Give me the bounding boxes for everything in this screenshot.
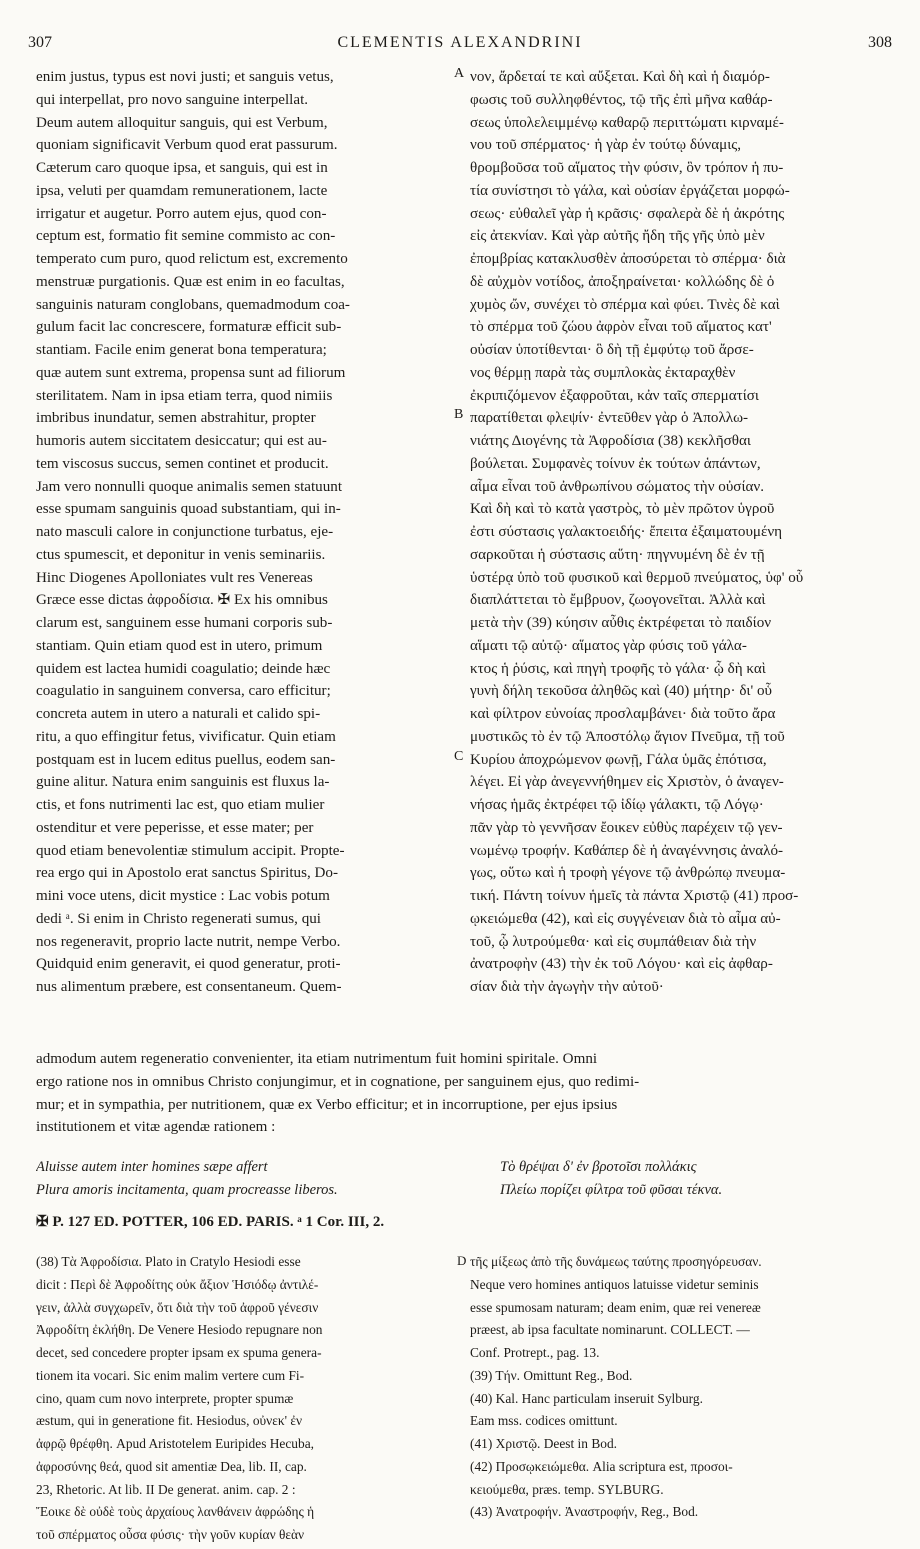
footnote-line: 23, Rhetoric. At lib. II De generat. anim. cap. 2 : [36,1481,296,1497]
latin-text-line: stantiam. Facile enim generat bona temperatura; [36,342,327,358]
footnote-line: ἀφροσύνης θεά, quod sit amentiæ Dea, lib. II, cap. [36,1458,307,1474]
greek-text-line: τοῦ, ᾧ λυτρούμεθα· καὶ εἰς συμπάθειαν διὰ τὴν [470,933,757,950]
greek-text-line: λέγει. Εἰ γὰρ ἀνεγεννήθημεν εἰς Χριστὸν, ὁ ἀναγεν- [470,774,784,791]
footnote-line: (38) Τὰ Ἀφροδίσια. Plato in Cratylo Hesiodi esse [36,1254,301,1269]
full-text-line: institutionem et vitæ agendæ rationem : [36,1119,276,1136]
latin-text-line: menstruæ purgationis. Quæ est enim in eo facultas, [36,273,345,290]
footnote-line: tionem ita vocari. Sic enim malim vertere cum Fi- [36,1367,305,1383]
latin-text-line: Quidquid enim generavit, ei quod generatur, proti- [36,956,341,973]
latin-text-line: irrigatur et augetur. Porro autem ejus, quod con- [36,205,327,222]
footnote-line: Conf. Protrept., pag. 13. [470,1345,600,1360]
greek-text-line: ῳκειώμεθα (42), καὶ εἰς συγγένειαν διὰ τὸ αἷμα αὐ- [470,910,781,927]
footnote-line: (41) Χριστῷ. Deest in Bod. [470,1436,617,1451]
latin-text-line: stantiam. Quin etiam quod est in utero, primum [36,637,323,654]
footnote-line: τῆς μίξεως ἀπὸ τῆς δυνάμεως ταύτης προσηγόρευσαν. [470,1254,762,1269]
footnote-line: Eam mss. codices omittunt. [470,1413,618,1429]
greek-text-line: ἐκριπιζόμενον ἐξαφροῦται, κἀν ταῖς σπερματίσι [470,387,759,404]
latin-text-line: Deum autem alloquitur sanguis, qui est Verbum, [36,114,328,131]
footnotes-right [470,1253,900,1526]
footnote-line: decet, sed concedere propter ipsam ex spuma genera- [36,1345,322,1360]
marker-c: C [454,749,464,764]
greek-text-line: νος θέρμῃ παρὰ τὰς συμπλοκὰς ἐκταραχθὲν [470,364,736,381]
full-width-text [36,1048,898,1139]
latin-text-line: rea ergo qui in Apostolo erat sanctus Spiritus, Do- [36,865,338,882]
full-text-line: admodum autem regeneratio convenienter, ita etiam nutrimentum fuit homini spiritale. Omni [36,1051,598,1067]
latin-text-line: imbribus inundatur, semen abstrahitur, propter [36,410,316,427]
marker-a: A [454,66,465,81]
greek-text-line: σαρκοῦται ἡ σύστασις αὕτη· πηγνυμένη δὲ ἐν τῇ [470,546,765,563]
latin-text-line: Jam vero nonnulli quoque animalis semen statuunt [36,478,343,495]
latin-text-line: gulum facit lac concrescere, formaturæ efficit sub- [36,319,342,336]
greek-text-line: εἰς ἀτεκνίαν. Καὶ γὰρ αὐτῆς ἤδη τῆς γῆς ὑπὸ μὲν [470,228,765,245]
greek-text-line: διαπλάττεται τὸ ἔμβρυον, ζωογονεῖται. Ἀλλὰ καὶ [470,592,766,609]
latin-text-line: tem viscosus succus, semen continet et producit. [36,455,329,472]
marker-b: B [454,407,464,422]
greek-verse [500,1158,900,1204]
verse-line: Πλείω πορίζει φίλτρα τοῦ φῦσαι τέκνα. [500,1181,723,1198]
latin-text-line: sterilitatem. Nam in ipsa etiam terra, quod nimiis [36,387,333,404]
footnote-line: dicit : Περὶ δὲ Ἀφροδίτης οὐκ ἄξιον Ἡσιόδῳ ἀντιλέ- [36,1276,319,1292]
greek-column [470,66,898,999]
greek-text-line: Καὶ δὴ καὶ τὸ κατὰ γαστρὸς, τὸ μὲν πρῶτον ὑγροῦ [470,501,775,518]
greek-text-line: τὸ σπέρμα τοῦ ζώου ἀφρὸν εἶναι τοῦ αἵματος κατ' [470,319,772,336]
full-text-line: ergo ratione nos in omnibus Christo conjungimur, et in cognatione, per sanguinem ejus, quo redimi- [36,1073,640,1090]
latin-text-line: nato masculi calore in conjunctione turbatus, eje- [36,524,334,540]
greek-text-line: σίαν διὰ τὴν ἀγωγὴν τὴν αὐτοῦ· [470,979,664,995]
latin-text-line: postquam est in lucem editus puellus, eodem san- [36,751,336,768]
greek-text-line: ἐπομβρίας κατακλυσθὲν ἀποσύρεται τὸ σπέρμα· διὰ [470,251,786,267]
latin-column [36,66,454,999]
greek-text-line: γυνὴ δήλη τεκοῦσα ἀληθῶς καὶ (40) μήτηρ· δι' οὗ [470,683,773,700]
latin-text-line: temperato cum puro, quod relictum est, excremento [36,251,348,267]
greek-text-line: ἀνατροφὴν (43) τὴν ἐκ τοῦ Λόγου· καὶ εἰς ἀφθαρ- [470,956,773,973]
latin-text-line: ctis, et fons nutrimenti lac est, quo etiam mulier [36,797,325,813]
greek-text-line: παρατίθεται φλεψίν· ἐντεῦθεν γὰρ ὁ Ἀπολλω- [470,410,749,427]
greek-text-line: νου τοῦ σπέρματος· ἡ γὰρ ἐν τούτῳ δύναμις, [470,137,742,154]
greek-text-line: πᾶν γὰρ τὸ γεννῆσαν ἔοικεν εὐθὺς παρέχειν τῷ γεν- [470,819,783,836]
latin-text-line: nos regeneravit, proprio lacte nutrit, nempe Verbo. [36,933,341,950]
latin-text-line: humoris autem siccitatem desiccatur; qui est au- [36,433,327,449]
greek-text-line: ὑστέρᾳ ὑπὸ τοῦ φυσικοῦ καὶ θερμοῦ πνεύματος, ὑφ' οὗ [470,569,804,586]
greek-text-line: σεως· εὐθαλεῖ γὰρ ἡ κρᾶσις· σφαλερὰ δὲ ἡ ἀκρότης [470,205,785,222]
greek-text-line: χυμὸς ὤν, συνέχει τὸ σπέρμα καὶ φύει. Τινὲς δὲ καὶ [470,296,780,313]
latin-text-line: quidem est lactea humidi coagulatio; deinde hæc [36,660,331,677]
greek-text-line: οὐσίαν ὑποτίθενται· ὃ δὴ τῇ ἐμφύτῳ τοῦ ἄρσε- [470,342,754,358]
greek-text-line: θρομβοῦσα τοῦ αἵματος τὴν φύσιν, ὃν τρόπον ἡ πυ- [470,160,784,176]
left-page-number: 307 [28,34,52,51]
latin-text-line: enim justus, typus est novi justi; et sanguis vetus, [36,69,334,85]
greek-text-line: Κυρίου ἀποχρώμενον φωνῇ, Γάλα ὑμᾶς ἐπότισα, [470,751,767,768]
greek-text-line: μετὰ τὴν (39) κύησιν αὖθις ἐκτρέφεται τὸ παιδίον [470,615,772,631]
footnotes-left [36,1253,452,1549]
greek-text-line: ἐστι σύστασις γαλακτοειδής· ἔπειτα ἐξαιματουμένη [470,524,783,540]
greek-text-line: γως, οὕτω καὶ ἡ τροφὴ γέγονε τῷ ἀνθρώπῳ πνευμα- [470,865,786,882]
right-page-number: 308 [868,34,892,51]
footnote-line: τοῦ σπέρματος οὖσα φύσις· τὴν γοῦν κυρίαν θεὰν [36,1527,305,1542]
latin-text-line: clarum est, sanguinem esse humani corporis sub- [36,615,333,631]
latin-text-line: ipsa, veluti per quamdam remunerationem, lacte [36,182,328,199]
greek-text-line: αἵματι τῷ αὐτῷ· αἵματος γὰρ φύσις τοῦ γάλα- [470,637,747,654]
latin-text-line: ctus spumescit, et deponitur in venis seminariis. [36,546,326,563]
latin-text-line: ritu, a quo effingitur fetus, vivificatur. Quin etiam [36,728,336,745]
footnote-line: æstum, qui in generatione fit. Hesiodus, οὐνεκ' ἐν [36,1413,303,1429]
full-text-line: mur; et in sympathia, per nutritionem, quæ ex Verbo efficitur; et in incorruptione, per ejus ipsius [36,1096,618,1113]
greek-text-line: φωσις τοῦ συλληφθέντος, τῷ τῆς ἐπὶ μῆνα καθάρ- [470,91,773,108]
verse-line: Aluisse autem inter homines sæpe affert [36,1159,268,1175]
greek-text-line: βούλεται. Συμφανὲς τοίνυν ἐκ τούτων ἁπάντων, [470,455,761,472]
running-title: CLEMENTIS ALEXANDRINI [337,34,583,51]
latin-text-line: Hinc Diogenes Apolloniates vult res Venereas [36,569,313,586]
footnote-line: præest, ab ipsa facultate nominarunt. COLLECT. — [470,1322,750,1338]
latin-text-line: qui interpellat, pro novo sanguine interpellat. [36,91,309,108]
footnote-line: cino, quam cum novo interprete, propter spumæ [36,1390,294,1406]
latin-text-line: quoniam significavit Verbum quod erat passurum. [36,137,338,154]
greek-text-line: κτος ἡ ῥύσις, καὶ πηγὴ τροφῆς τὸ γάλα· ᾧ δὴ καὶ [470,660,766,677]
latin-verse [36,1158,456,1204]
latin-text-line: esse spumam sanguinis quoad substantiam, qui in- [36,501,341,518]
latin-text-line: guine alitur. Natura enim sanguinis est fluxus la- [36,774,330,791]
verse-line: Plura amoris incitamenta, quam procreasse liberos. [36,1181,338,1198]
greek-text-line: σεως ὑπολελειμμένῳ καθαρῷ περιττώματι κιρναμέ- [470,114,784,131]
greek-text-line: νήσας ἡμᾶς ἐκτρέφει τῷ ἰδίῳ γάλακτι, τῷ Λόγῳ· [470,797,764,813]
latin-text-line: ceptum est, formatio fit semine commisto ac con- [36,228,336,245]
running-header [28,30,892,56]
marker-d: D [457,1253,467,1268]
greek-text-line: νον, ἄρδεταί τε καὶ αὔξεται. Καὶ δὴ καὶ ἡ διαμόρ- [470,69,770,85]
greek-text-line: νιάτης Διογένης τὰ Ἀφροδίσια (38) κεκλῆσθαι [470,433,751,449]
footnote-line: Ἔοικε δὲ οὐδὲ τοὺς ἀρχαίους λανθάνειν ἀφρώδης ἡ [36,1504,315,1520]
footnote-line: (39) Τήν. Omittunt Reg., Bod. [470,1367,633,1383]
footnote-line: Neque vero homines antiquos latuisse videtur seminis [470,1276,759,1292]
greek-text-line: αἷμα εἶναι τοῦ ἀνθρωπίνου σώματος τὴν οὐσίαν. [470,478,765,495]
latin-text-line: dedi ᵃ. Si enim in Christo regenerati sumus, qui [36,910,322,927]
greek-text-line: τία συνίστησι τὸ γάλα, καὶ οὐσίαν ἐργάζεται μορφώ- [470,182,790,199]
edition-reference: ✠ P. 127 ED. POTTER, 106 ED. PARIS. ᵃ 1 Cor. III, 2. [36,1214,385,1230]
footnote-line: esse spumosam naturam; deam enim, quæ rei venereæ [470,1299,761,1315]
footnote-line: (42) Προσῳκειώμεθα. Alia scriptura est, προσοι- [470,1458,733,1474]
latin-text-line: ostenditur et vere peperisse, et esse mater; per [36,819,314,836]
footnote-line: κειούμεθα, præs. temp. SYLBURG. [470,1481,664,1497]
latin-text-line: nus alimentum præbere, est consentaneum. Quem- [36,979,342,995]
latin-text-line: coagulatio in sanguinem conversa, caro efficitur; [36,683,331,700]
latin-text-line: quod etiam benevolentiæ stimulum accipit. Propte- [36,842,345,859]
latin-text-line: quæ autem sunt extrema, propensa sunt ad filiorum [36,364,346,381]
latin-text-line: concreta autem in utero a naturali et calido spi- [36,706,321,722]
greek-text-line: μυστικῶς τὸ ἐν τῷ Ἀποστόλῳ ἅγιον Πνεῦμα, τῇ τοῦ [470,728,785,745]
footnote-line: ἀφρῷ θρέφθη. Apud Aristotelem Euripides Hecuba, [36,1436,314,1451]
greek-text-line: νωμένῳ τροφήν. Καθάπερ δὲ ἡ ἀναγέννησις ἀναλό- [470,842,784,859]
footnote-line: γειν, ἀλλὰ συγχωρεῖν, ὅτι διὰ τὴν τοῦ ἀφροῦ γένεσιν [36,1299,319,1315]
latin-text-line: Cæterum caro quoque ipsa, et sanguis, qui est in [36,160,328,176]
footnote-line: (43) Ἀνατροφήν. Ἀναστροφήν, Reg., Bod. [470,1504,699,1520]
greek-text-line: τική. Πάντη τοίνυν ἡμεῖς τὰ πάντα Χριστῷ (41) προσ- [470,888,799,904]
footnote-line: (40) Kal. Hanc particulam inseruit Sylburg. [470,1390,703,1406]
greek-text-line: δὲ αὐχμὸν νοτίδος, ἀποξηραίνεται· κολλώδης δὲ ὁ [470,273,775,290]
footnote-line: Ἀφροδίτη ἐκλήθη. De Venere Hesiodo repugnare non [36,1322,323,1338]
latin-text-line: sanguinis naturam conglobans, quemadmodum coa- [36,296,350,313]
greek-text-line: καὶ φίλτρον εὐνοίας προσλαμβάνει· διὰ τοῦτο ἄρα [470,706,776,722]
verse-line: Τὸ θρέψαι δ' ἐν βροτοῖσι πολλάκις [500,1159,697,1175]
latin-text-line: mini voce utens, dicit mystice : Lac vobis potum [36,888,330,904]
latin-text-line: Græce esse dictas ἀφροδίσια. ✠ Ex his omnibus [36,592,328,609]
